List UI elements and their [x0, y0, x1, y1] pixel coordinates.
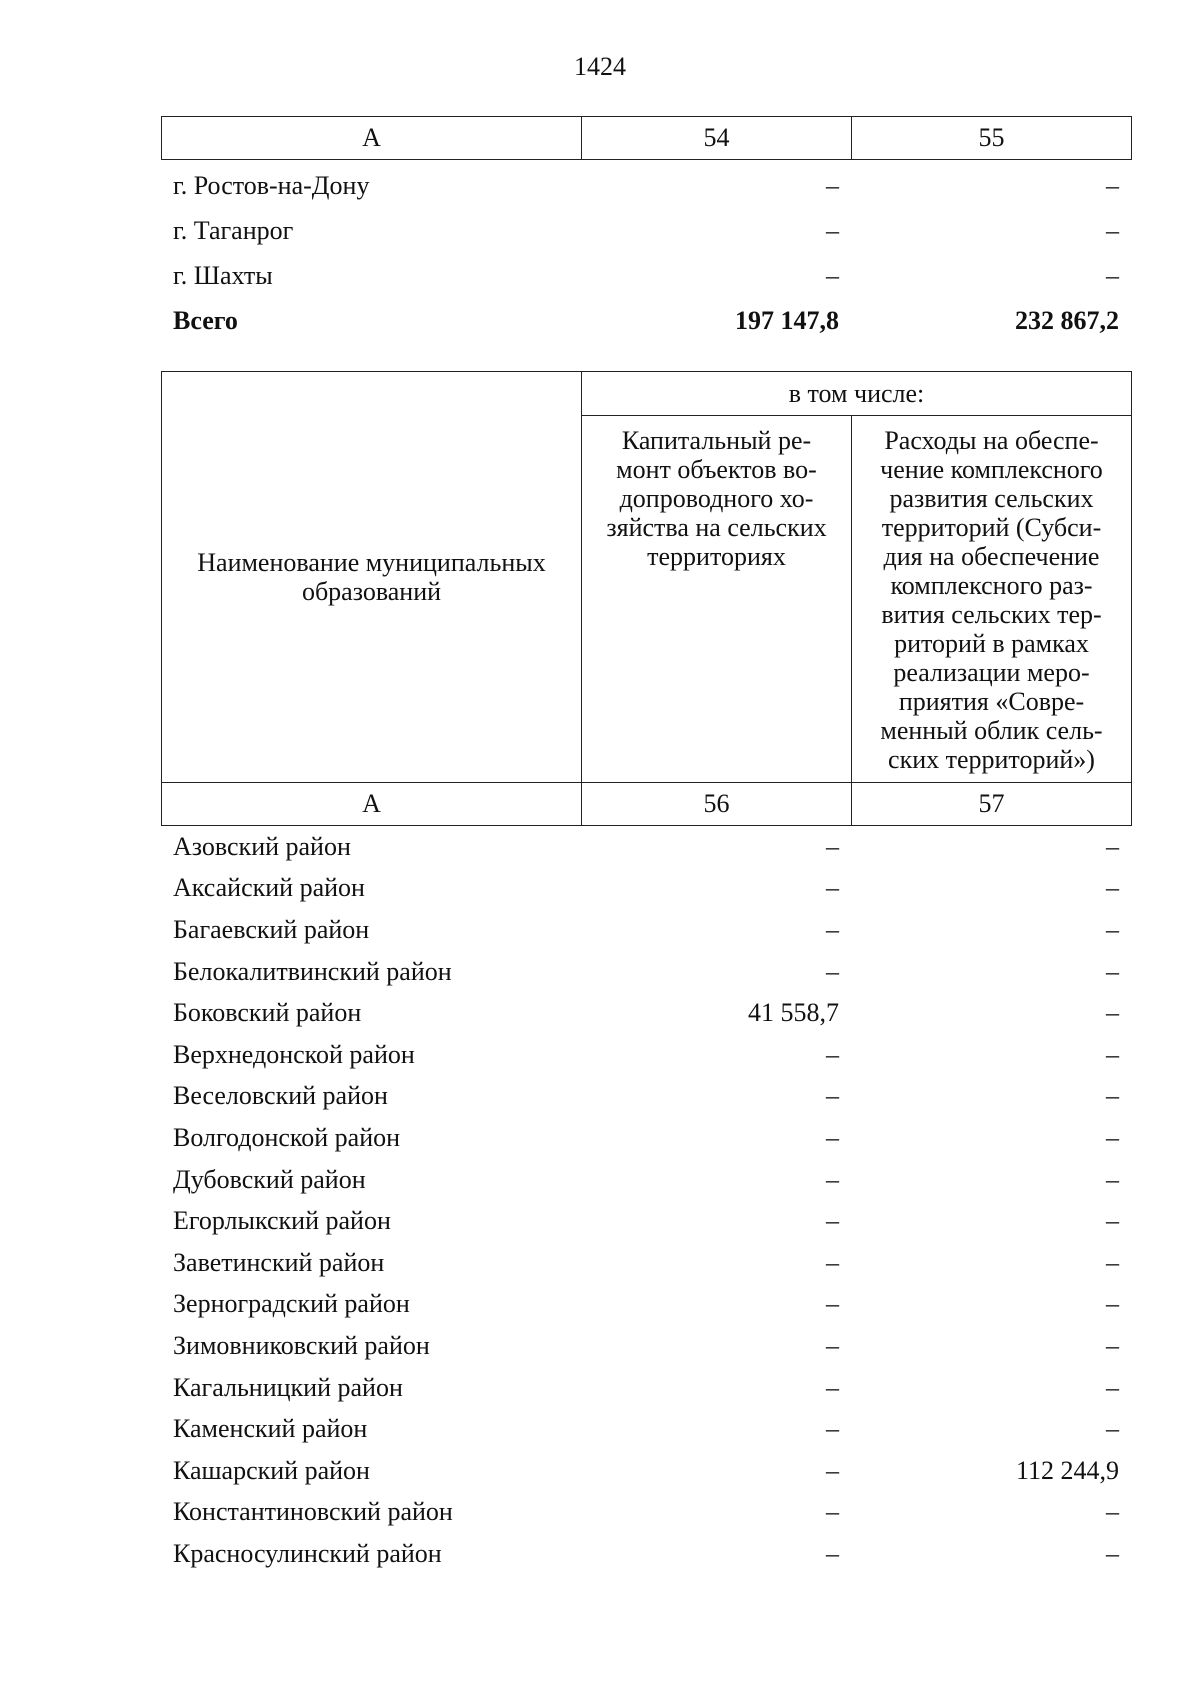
table-row	[161, 868, 1131, 910]
row-name: Константиновский район	[173, 1497, 453, 1527]
table-row	[161, 1242, 1131, 1284]
row-name: Кагальницкий район	[173, 1372, 403, 1402]
row-value-2: –	[1106, 1330, 1119, 1360]
table2-col-56: 56	[582, 783, 852, 826]
row-value-1: –	[826, 1455, 839, 1485]
name-column-header: Наименование муниципальных образований	[162, 372, 582, 783]
row-value-1: –	[826, 873, 839, 903]
row-name: Красносулинский район	[173, 1538, 442, 1568]
row-value-2: –	[1106, 170, 1119, 200]
table1-col-a: А	[162, 117, 582, 160]
row-name: Каменский район	[173, 1414, 368, 1444]
row-value-2: –	[1106, 1289, 1119, 1319]
row-value-1: –	[826, 1330, 839, 1360]
row-value-2: –	[1106, 914, 1119, 944]
table-row	[161, 1076, 1131, 1118]
row-value-1: 197 147,8	[735, 305, 839, 335]
table2-col-a: А	[162, 783, 582, 826]
row-value-1: –	[826, 170, 839, 200]
row-name: Веселовский район	[173, 1081, 388, 1111]
row-name: г. Шахты	[173, 260, 273, 290]
row-value-2: –	[1106, 215, 1119, 245]
table-row	[161, 1450, 1131, 1492]
row-value-2: –	[1106, 831, 1119, 861]
table2-body	[161, 826, 1131, 1575]
row-value-1: –	[826, 1372, 839, 1402]
row-name: Заветинский район	[173, 1247, 385, 1277]
row-name: Дубовский район	[173, 1164, 366, 1194]
group-header: в том числе:	[582, 372, 1132, 416]
table-row	[161, 909, 1131, 951]
table-row	[161, 1492, 1131, 1534]
row-name: Боковский район	[173, 998, 362, 1028]
row-value-2: –	[1106, 1039, 1119, 1069]
row-value-1: –	[826, 1414, 839, 1444]
row-value-2: –	[1106, 1164, 1119, 1194]
table-row	[161, 1117, 1131, 1159]
row-value-2: –	[1106, 873, 1119, 903]
table1-col-55: 55	[852, 117, 1132, 160]
row-value-2: –	[1106, 1538, 1119, 1568]
table-row	[161, 1284, 1131, 1326]
table-row	[161, 1533, 1131, 1575]
table-row	[161, 1325, 1131, 1367]
row-name: Багаевский район	[173, 914, 370, 944]
row-value-2: –	[1106, 1414, 1119, 1444]
row-value-1: –	[826, 1497, 839, 1527]
table-row	[161, 1408, 1131, 1450]
table-row	[161, 1159, 1131, 1201]
row-name: Белокалитвинский район	[173, 956, 452, 986]
table-row	[161, 298, 1131, 343]
table1-header	[161, 116, 1132, 160]
row-name: Егорлыкский район	[173, 1206, 391, 1236]
row-value-1: –	[826, 1081, 839, 1111]
row-value-1: –	[826, 215, 839, 245]
row-value-1: –	[826, 831, 839, 861]
row-value-2: –	[1106, 1122, 1119, 1152]
row-name: Зерноградский район	[173, 1289, 410, 1319]
row-name: Аксайский район	[173, 873, 365, 903]
row-value-2: –	[1106, 956, 1119, 986]
row-value-2: –	[1106, 260, 1119, 290]
row-value-2: 112 244,9	[1015, 1455, 1119, 1485]
row-value-1: –	[826, 1247, 839, 1277]
row-name: г. Таганрог	[173, 215, 294, 245]
row-value-2: –	[1106, 1247, 1119, 1277]
row-value-2: –	[1106, 1081, 1119, 1111]
row-value-2: –	[1106, 1497, 1119, 1527]
row-value-2: –	[1106, 1372, 1119, 1402]
row-name: Азовский район	[173, 831, 351, 861]
table1-col-54: 54	[582, 117, 852, 160]
row-value-2: –	[1106, 998, 1119, 1028]
row-value-1: –	[826, 1206, 839, 1236]
row-name: Зимовниковский район	[173, 1330, 430, 1360]
row-value-1: –	[826, 1538, 839, 1568]
row-name: Кашарский район	[173, 1455, 370, 1485]
table-row	[161, 1034, 1131, 1076]
row-value-2: –	[1106, 1206, 1119, 1236]
table-row	[161, 951, 1131, 993]
table-row	[161, 1367, 1131, 1409]
col1-header: Капитальный ре- монт объектов во- допроводного хо- зяйства на сельских территориях	[582, 416, 852, 783]
table-row	[161, 208, 1131, 253]
row-value-2: 232 867,2	[1015, 305, 1119, 335]
row-value-1: –	[826, 1122, 839, 1152]
table1-body	[161, 163, 1131, 343]
table-row	[161, 992, 1131, 1034]
row-value-1: 41 558,7	[748, 998, 839, 1028]
row-value-1: –	[826, 1289, 839, 1319]
table-row	[161, 163, 1131, 208]
row-value-1: –	[826, 956, 839, 986]
row-value-1: –	[826, 914, 839, 944]
table-row	[161, 1200, 1131, 1242]
row-value-1: –	[826, 260, 839, 290]
table-row	[161, 253, 1131, 298]
row-value-1: –	[826, 1164, 839, 1194]
row-name: Верхнедонской район	[173, 1039, 415, 1069]
col2-header: Расходы на обеспе- чение комплексного развития сельских территорий (Субси- дия на обеспечение комплексного раз- вития сельских тер- риторий в рамках реализации меро- приятия «Совре- менный облик сель- ских территорий»)	[852, 416, 1132, 783]
row-name: Всего	[173, 305, 238, 335]
table-row	[161, 826, 1131, 868]
row-name: Волгодонской район	[173, 1122, 401, 1152]
row-name: г. Ростов-на-Дону	[173, 170, 370, 200]
row-value-1: –	[826, 1039, 839, 1069]
table2-header	[161, 371, 1132, 826]
page-number: 1424	[574, 52, 626, 81]
table2-col-57: 57	[852, 783, 1132, 826]
